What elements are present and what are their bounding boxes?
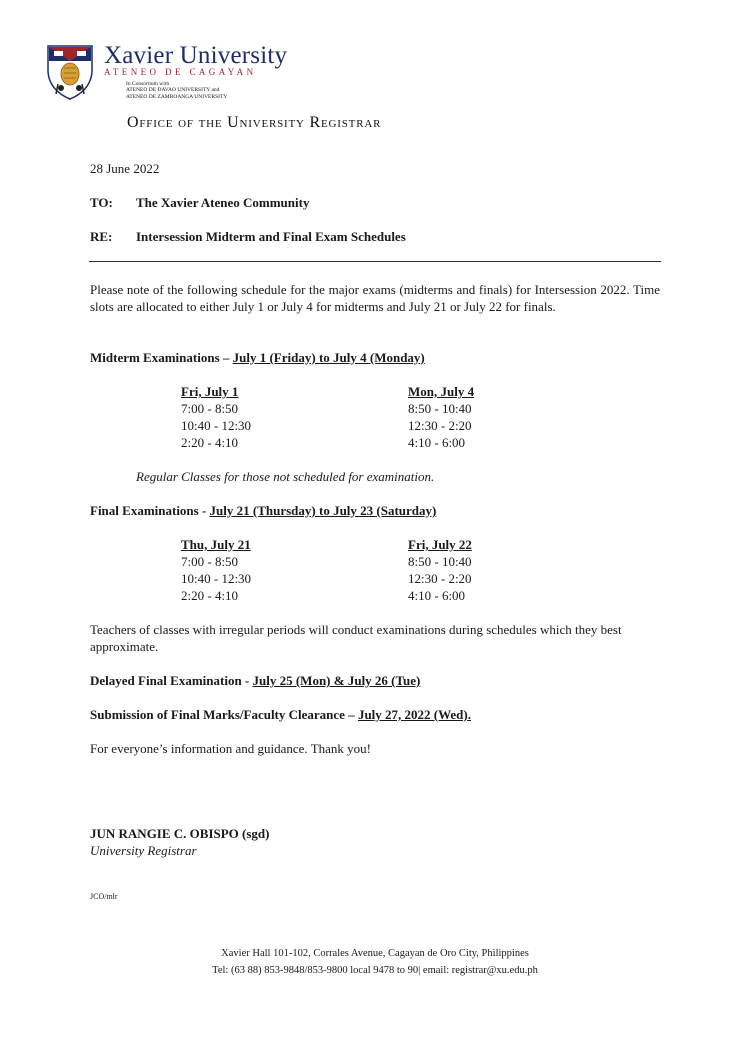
time-slot: 4:10 - 6:00 bbox=[408, 588, 466, 603]
signatory-name: JUN RANGIE C. OBISPO (sgd) bbox=[90, 826, 270, 841]
midterm-title-dates: July 1 (Friday) to July 4 (Monday) bbox=[232, 350, 425, 365]
university-crest-icon bbox=[46, 44, 94, 100]
time-slot: 10:40 - 12:30 bbox=[181, 571, 252, 586]
closing-line: For everyone’s information and guidance. Thank you! bbox=[90, 741, 371, 756]
re-label: RE: bbox=[90, 229, 113, 244]
to-label: TO: bbox=[90, 195, 113, 210]
consortium-line: In Consortium with bbox=[126, 81, 170, 87]
to-value: The Xavier Ateneo Community bbox=[136, 195, 310, 210]
intro-paragraph: Please note of the following schedule for the major exams (midterms and finals) for Intersession 2022. Time slots are allocated to either July 1 or July 4 for midterms and July 21 or July 22 for finals. bbox=[90, 282, 660, 314]
time-slot: 12:30 - 2:20 bbox=[408, 571, 472, 586]
footer-contact: Tel: (63 88) 853-9848/853-9800 local 9478 to 90| email: registrar@xu.edu.ph bbox=[212, 965, 538, 976]
university-name: Xavier University bbox=[104, 42, 288, 69]
time-slot: 7:00 - 8:50 bbox=[181, 554, 239, 569]
delayed-final-line bbox=[90, 672, 420, 689]
time-slot: 7:00 - 8:50 bbox=[181, 401, 239, 416]
final-title-dates: July 21 (Thursday) to July 23 (Saturday) bbox=[209, 503, 437, 518]
time-slot: 8:50 - 10:40 bbox=[408, 401, 472, 416]
delayed-final-dates: July 25 (Mon) & July 26 (Tue) bbox=[252, 673, 421, 688]
office-title: Office of the University Registrar bbox=[127, 114, 382, 131]
submission-date: July 27, 2022 (Wed). bbox=[357, 707, 471, 722]
midterm-day2-heading: Mon, July 4 bbox=[408, 384, 475, 399]
midterm-day1-heading: Fri, July 1 bbox=[181, 384, 239, 399]
midterm-title bbox=[90, 349, 425, 366]
time-slot: 2:20 - 4:10 bbox=[181, 588, 239, 603]
time-slot: 12:30 - 2:20 bbox=[408, 418, 472, 433]
re-value: Intersession Midterm and Final Exam Schedules bbox=[136, 229, 406, 244]
submission-label: Submission of Final Marks/Faculty Clearance – bbox=[90, 707, 358, 722]
consortium-line: ATENEO DE ZAMBOANGA UNIVERSITY bbox=[126, 94, 228, 100]
final-day1-heading: Thu, July 21 bbox=[181, 537, 251, 552]
reference-initials: JCO/mlr bbox=[90, 892, 118, 901]
memo-date: 28 June 2022 bbox=[90, 161, 160, 176]
time-slot: 2:20 - 4:10 bbox=[181, 435, 239, 450]
footer-address: Xavier Hall 101-102, Corrales Avenue, Cagayan de Oro City, Philippines bbox=[221, 948, 529, 959]
final-title-prefix: Final Examinations - bbox=[90, 503, 210, 518]
final-day2-heading: Fri, July 22 bbox=[408, 537, 472, 552]
time-slot: 8:50 - 10:40 bbox=[408, 554, 472, 569]
signatory-title: University Registrar bbox=[90, 843, 197, 858]
consortium-line: ATENEO DE DAVAO UNIVERSITY and bbox=[126, 87, 220, 93]
midterm-title-prefix: Midterm Examinations – bbox=[90, 350, 233, 365]
divider bbox=[89, 261, 661, 262]
delayed-final-label: Delayed Final Examination - bbox=[90, 673, 253, 688]
submission-line bbox=[90, 706, 471, 723]
irregular-periods-paragraph: Teachers of classes with irregular periods will conduct examinations during schedules which they best approximate. bbox=[90, 622, 622, 654]
time-slot: 10:40 - 12:30 bbox=[181, 418, 252, 433]
final-title bbox=[90, 502, 436, 519]
time-slot: 4:10 - 6:00 bbox=[408, 435, 466, 450]
regular-classes-note: Regular Classes for those not scheduled for examination. bbox=[136, 469, 435, 484]
university-subtitle: ATENEO DE CAGAYAN bbox=[104, 67, 257, 77]
